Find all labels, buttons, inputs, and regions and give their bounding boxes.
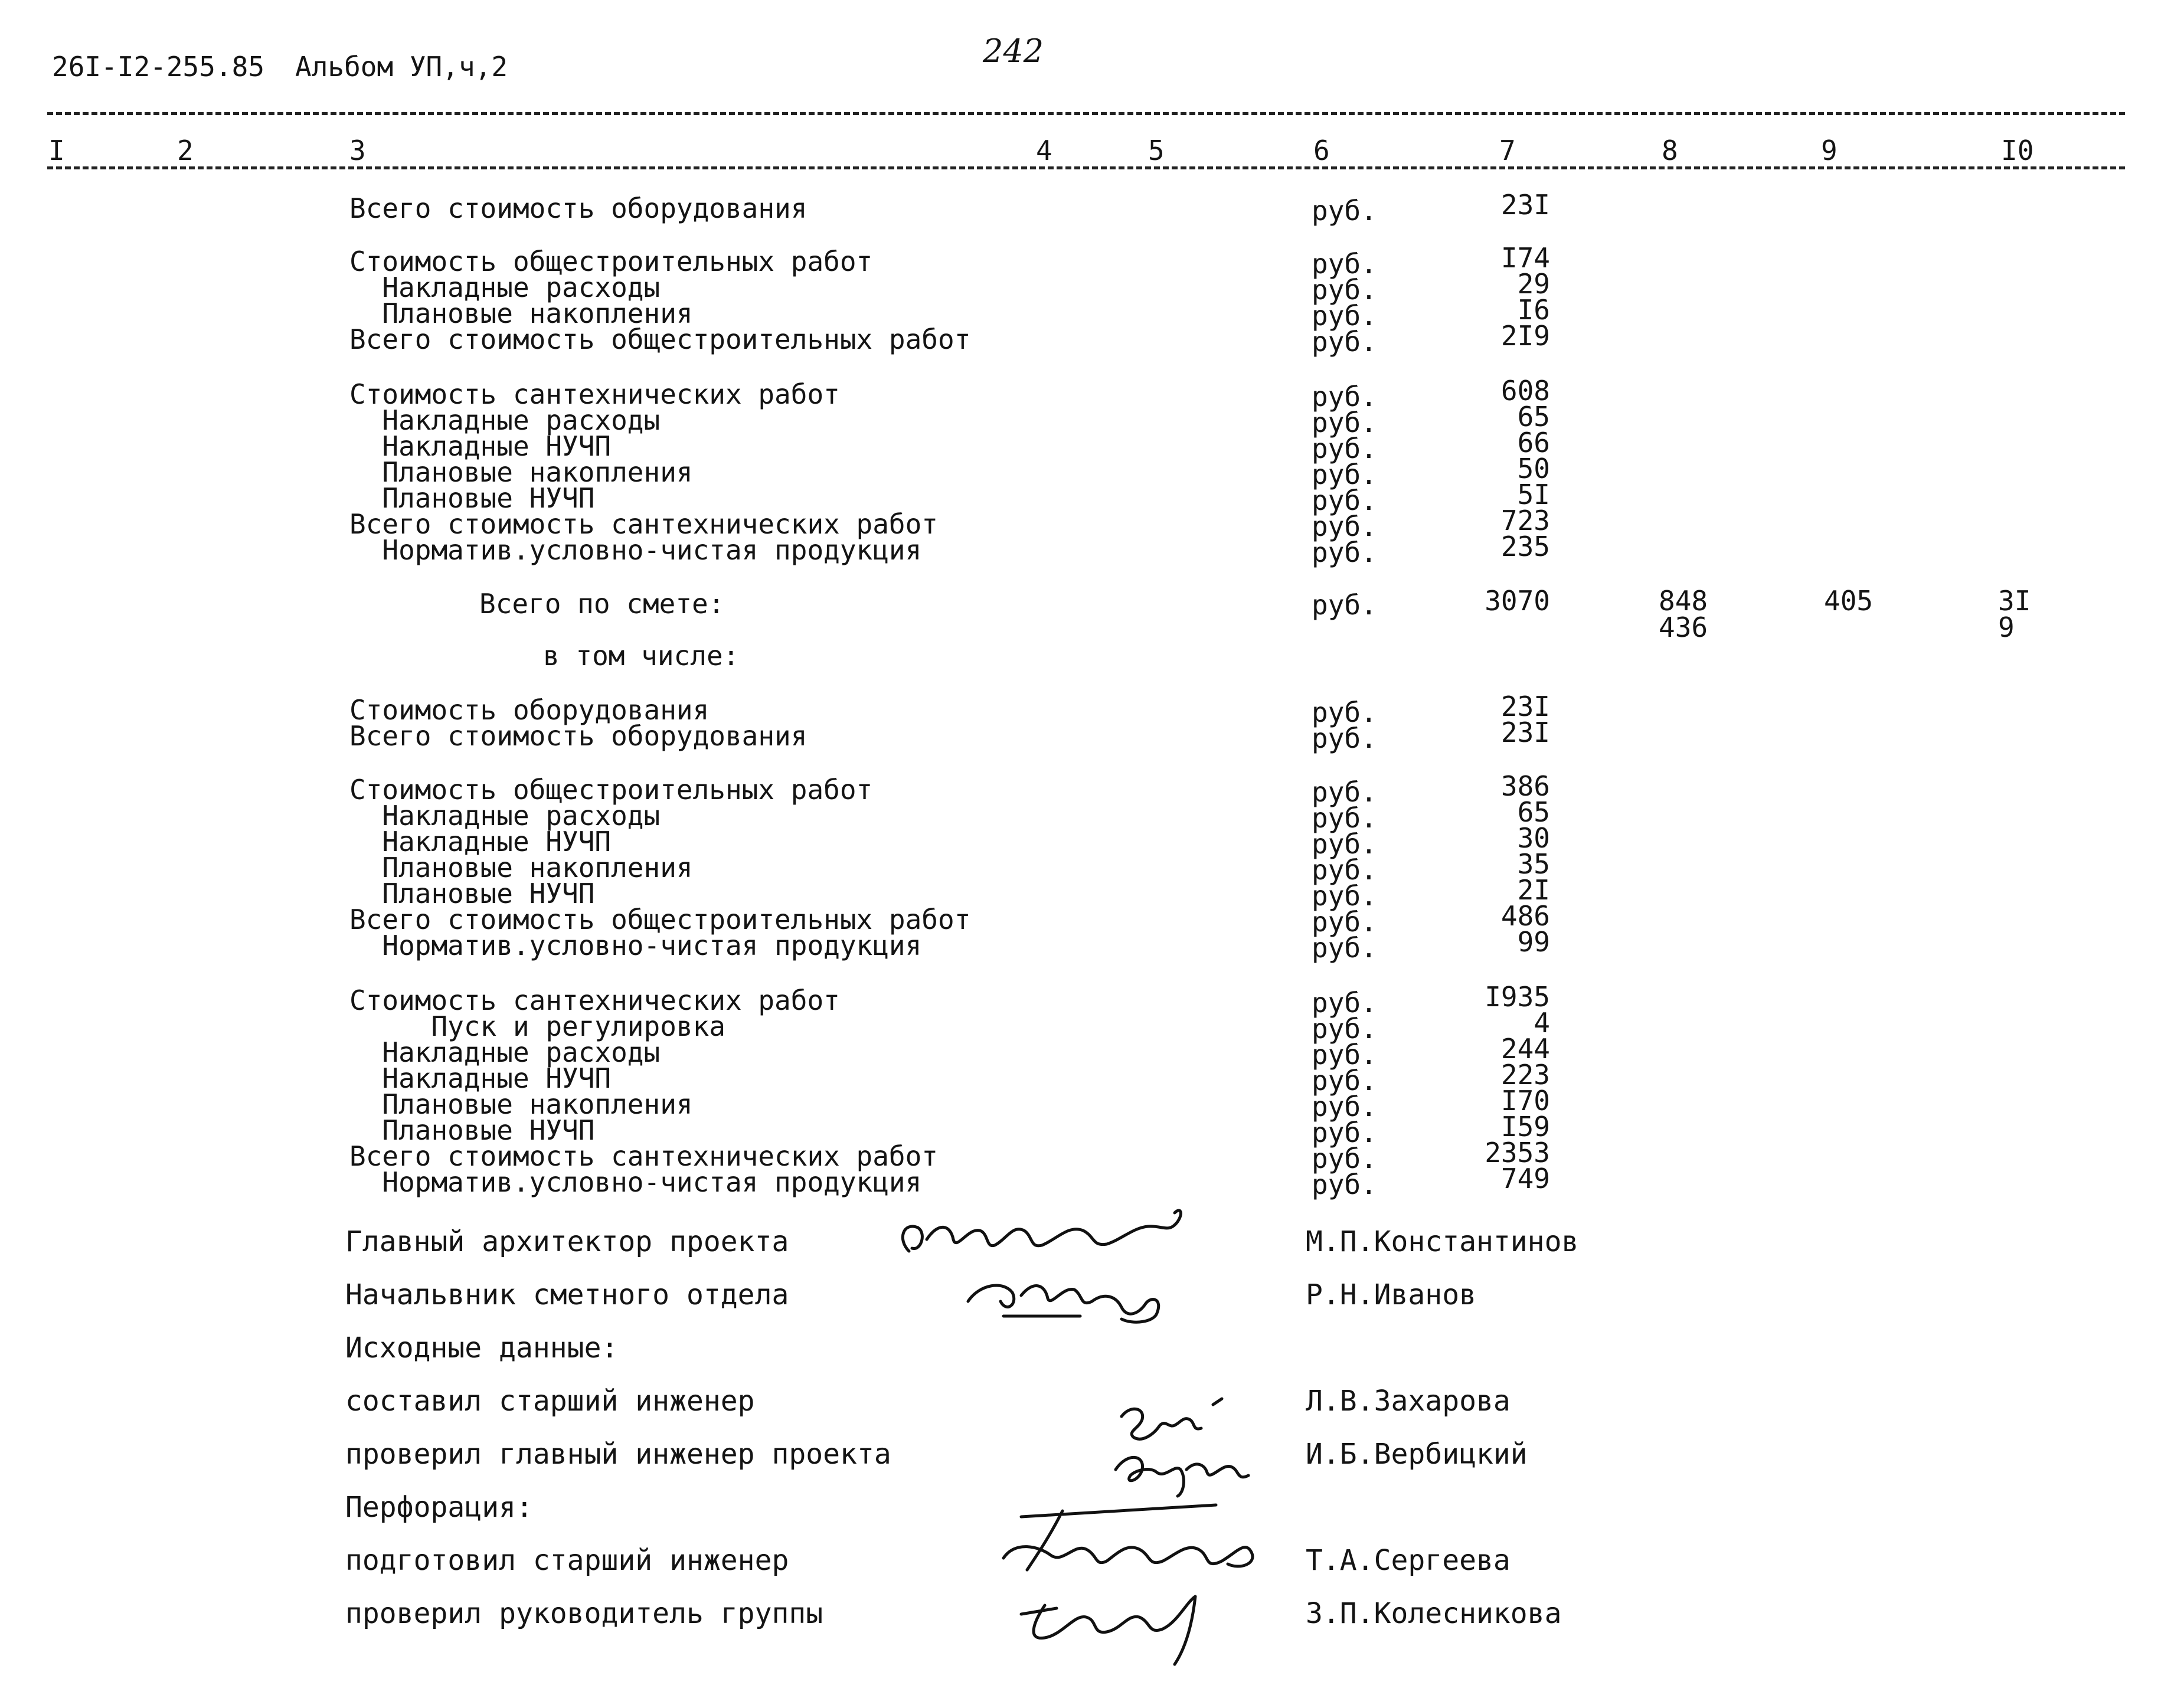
signature-role-label: проверил главный инженер проекта	[345, 1438, 891, 1471]
row-unit: руб.	[1312, 195, 1377, 227]
total-value-col10-second: 9	[1998, 611, 2015, 643]
row-unit: руб.	[1312, 274, 1377, 306]
signature-role-label: Перфорация:	[345, 1491, 533, 1524]
row-value-col7: 244	[1500, 1033, 1550, 1065]
album-label: Альбом УП,ч,2	[295, 51, 508, 83]
total-value-col10: 3I	[1998, 585, 2031, 617]
subtotal-caption: в том числе:	[543, 640, 740, 672]
column-number-1: I	[48, 135, 65, 166]
column-number-8: 8	[1662, 135, 1678, 166]
signature-role-label: Начальвник сметного отдела	[345, 1278, 789, 1311]
row-label: Плановые накопления	[349, 456, 693, 488]
row-label: Норматив.условно-чистая продукция	[349, 1166, 922, 1198]
row-label: Всего стоимость общестроительных работ	[349, 323, 971, 355]
signature-role-label: составил старший инженер	[345, 1385, 755, 1418]
column-number-6: 6	[1313, 135, 1330, 166]
signatory-name: И.Б.Вербицкий	[1306, 1438, 1528, 1471]
row-value-col7: 4	[1534, 1007, 1550, 1039]
row-label: Стоимость общестроительных работ	[349, 774, 873, 806]
row-value-col7: 2353	[1485, 1137, 1550, 1169]
row-label: Накладные расходы	[349, 271, 661, 303]
row-value-col7: 50	[1517, 453, 1550, 485]
signatory-name: З.П.Колесникова	[1306, 1597, 1562, 1630]
row-unit: руб.	[1312, 1065, 1377, 1097]
row-value-col7: 235	[1500, 531, 1550, 562]
total-label: Всего по смете:	[479, 588, 725, 620]
signature-role-label: Исходные данные:	[345, 1331, 619, 1365]
row-unit: руб.	[1312, 696, 1377, 728]
column-number-3: 3	[349, 135, 366, 166]
row-unit: руб.	[1312, 880, 1377, 912]
row-unit: руб.	[1312, 459, 1377, 490]
row-unit: руб.	[1312, 381, 1377, 413]
row-unit: руб.	[1312, 433, 1377, 464]
row-value-col7: I70	[1500, 1085, 1550, 1117]
row-value-col7: 65	[1517, 401, 1550, 433]
row-unit: руб.	[1312, 722, 1377, 754]
row-label: Всего стоимость сантехнических работ	[349, 508, 938, 540]
row-label: Всего стоимость оборудования	[349, 720, 807, 752]
row-value-col7: 29	[1517, 268, 1550, 300]
signatory-name: Т.А.Сергеева	[1306, 1544, 1511, 1577]
row-label: Плановые НУЧП	[349, 1114, 595, 1146]
total-value-col9: 405	[1824, 585, 1874, 617]
column-number-7: 7	[1499, 135, 1516, 166]
row-value-col7: 5I	[1517, 479, 1550, 511]
row-label: Накладные расходы	[349, 1036, 661, 1068]
row-unit: руб.	[1312, 802, 1377, 834]
row-label: Норматив.условно-чистая продукция	[349, 534, 922, 566]
row-unit: руб.	[1312, 326, 1377, 358]
total-value-col8: 848	[1659, 585, 1708, 617]
row-unit: руб.	[1312, 987, 1377, 1019]
row-label: Всего стоимость общестроительных работ	[349, 904, 971, 935]
row-value-col7: I74	[1500, 242, 1550, 274]
row-unit: руб.	[1312, 1169, 1377, 1200]
row-unit: руб.	[1312, 485, 1377, 516]
row-value-col7: 2I9	[1500, 320, 1550, 352]
row-label: Стоимость сантехнических работ	[349, 984, 840, 1016]
signature-role-label: проверил руководитель группы	[345, 1597, 823, 1630]
row-value-col7: 23I	[1500, 716, 1550, 748]
row-label: Накладные НУЧП	[349, 826, 612, 858]
column-number-10: I0	[2001, 135, 2034, 166]
row-value-col7: 23I	[1500, 691, 1550, 722]
column-number-9: 9	[1821, 135, 1838, 166]
column-number-5: 5	[1148, 135, 1165, 166]
row-label: Плановые накопления	[349, 852, 693, 884]
handwritten-signature-architect	[885, 1180, 1216, 1334]
row-unit: руб.	[1312, 776, 1377, 808]
row-unit: руб.	[1312, 1143, 1377, 1174]
row-label: Плановые накопления	[349, 1088, 693, 1120]
row-value-col7: 30	[1517, 822, 1550, 854]
row-value-col7: 99	[1517, 926, 1550, 958]
total-value-col8-second: 436	[1659, 611, 1708, 643]
row-value-col7: I6	[1517, 294, 1550, 326]
row-unit: руб.	[1312, 906, 1377, 938]
row-value-col7: I59	[1500, 1111, 1550, 1143]
row-unit: руб.	[1312, 1117, 1377, 1149]
row-label: Накладные НУЧП	[349, 430, 612, 462]
row-value-col7: 486	[1500, 900, 1550, 932]
row-label: Накладные расходы	[349, 800, 661, 832]
row-value-col7: 608	[1500, 375, 1550, 407]
row-label: Стоимость общестроительных работ	[349, 246, 873, 277]
row-value-col7: 65	[1517, 796, 1550, 828]
row-unit: руб.	[1312, 536, 1377, 568]
row-label: Пуск и регулировка	[349, 1010, 725, 1042]
handwritten-signature-zakharova	[1110, 1381, 1263, 1499]
row-unit: руб.	[1312, 1039, 1377, 1071]
row-value-col7: 23I	[1500, 189, 1550, 221]
row-label: Накладные расходы	[349, 404, 661, 436]
row-unit: руб.	[1312, 300, 1377, 332]
signatory-name: Р.Н.Иванов	[1306, 1278, 1476, 1311]
row-value-col7: I935	[1485, 981, 1550, 1013]
row-label: Всего стоимость сантехнических работ	[349, 1140, 938, 1172]
row-value-col7: 723	[1500, 505, 1550, 536]
row-unit: руб.	[1312, 511, 1377, 542]
row-label: Стоимость сантехнических работ	[349, 378, 840, 410]
row-value-col7: 2I	[1517, 874, 1550, 906]
row-unit: руб.	[1312, 854, 1377, 886]
column-number-2: 2	[177, 135, 194, 166]
row-value-col7: 223	[1500, 1059, 1550, 1091]
row-value-col7: 35	[1517, 848, 1550, 880]
row-value-col7: 66	[1517, 427, 1550, 459]
row-label: Плановые НУЧП	[349, 482, 595, 514]
row-label: Плановые НУЧП	[349, 878, 595, 909]
signatory-name: Л.В.Захарова	[1306, 1385, 1511, 1418]
row-label: Плановые накопления	[349, 297, 693, 329]
row-label: Стоимость оборудования	[349, 694, 710, 726]
row-label: Норматив.условно-чистая продукция	[349, 930, 922, 961]
row-value-col7: 749	[1500, 1163, 1550, 1195]
header-rule-top	[47, 112, 2125, 115]
header-rule-bottom	[47, 166, 2125, 169]
page-number: 242	[983, 32, 1044, 70]
total-value-col7: 3070	[1485, 585, 1550, 617]
column-number-4: 4	[1036, 135, 1052, 166]
row-unit: руб.	[1312, 248, 1377, 280]
signature-role-label: Главный архитектор проекта	[345, 1225, 789, 1258]
row-unit: руб.	[1312, 828, 1377, 860]
row-unit: руб.	[1312, 1091, 1377, 1123]
signature-role-label: подготовил старший инженер	[345, 1544, 789, 1577]
document-code: 26I-I2-255.85	[52, 51, 265, 83]
total-unit: руб.	[1312, 589, 1377, 621]
row-label: Накладные НУЧП	[349, 1062, 612, 1094]
row-unit: руб.	[1312, 1013, 1377, 1045]
row-unit: руб.	[1312, 407, 1377, 439]
row-unit: руб.	[1312, 932, 1377, 964]
row-label: Всего стоимость оборудования	[349, 192, 807, 224]
signatory-name: М.П.Константинов	[1306, 1225, 1579, 1258]
handwritten-signature-sergeeva	[968, 1487, 1299, 1676]
row-value-col7: 386	[1500, 770, 1550, 802]
